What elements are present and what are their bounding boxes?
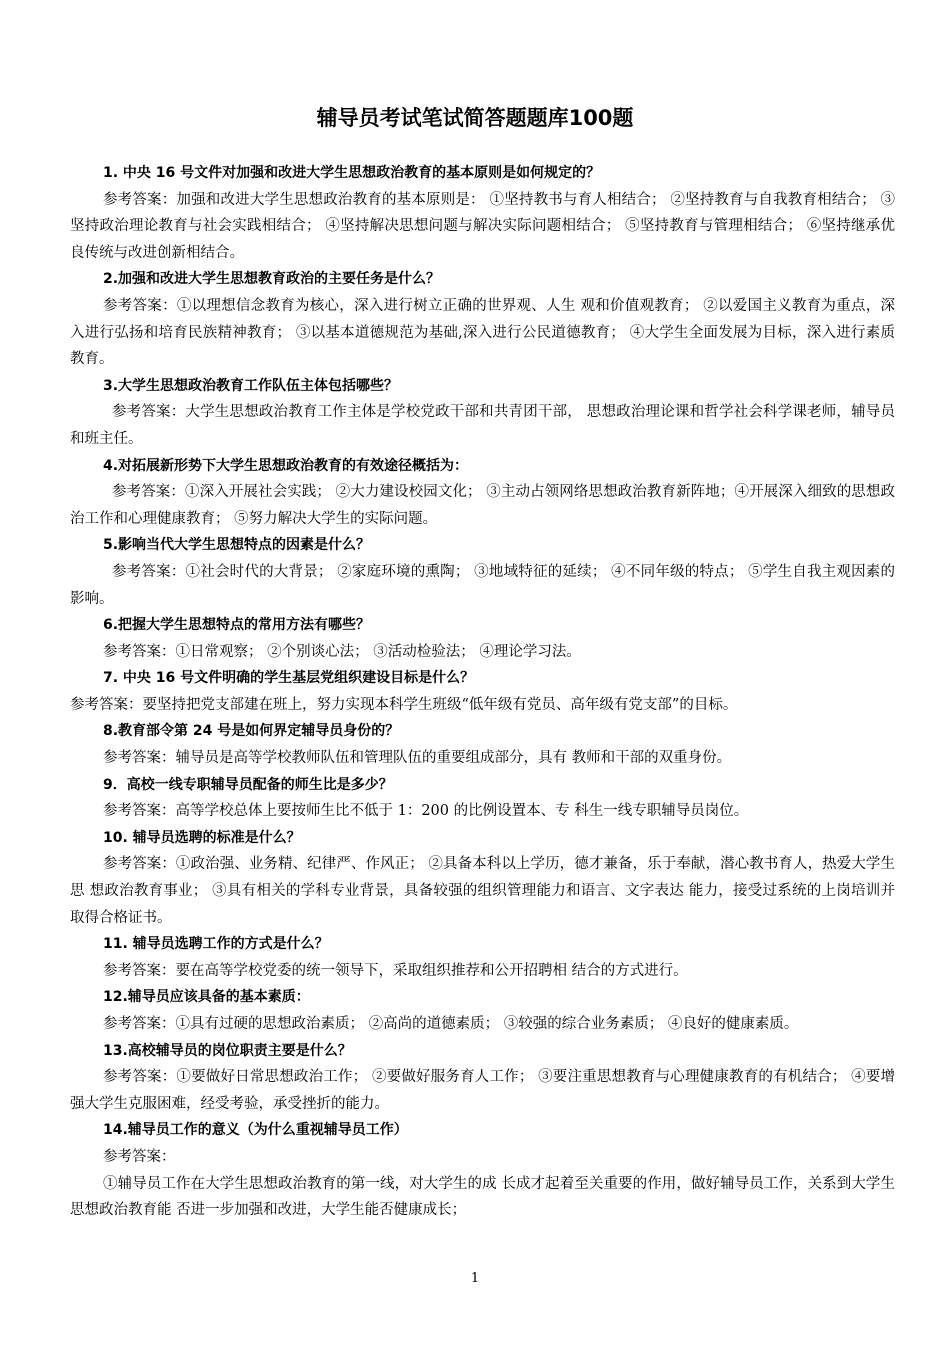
answer: 参考答案：①深入开展社会实践； ②大力建设校园文化； ③主动占领网络思想政治教育新阵地；④开展深入细致的思想政治工作和心理健康教育； ⑤努力解决大学生的实际问题。 <box>70 484 895 527</box>
question: 3.大学生思想政治教育工作队伍主体包括哪些？ <box>103 377 399 394</box>
document-title: 辅导员考试笔试简答题题库100题 <box>316 106 634 130</box>
qa-item <box>70 665 895 718</box>
qa-item <box>70 718 895 771</box>
answer: 参考答案：辅导员是高等学校教师队伍和管理队伍的重要组成部分，具有 教师和干部的双重身份。 <box>103 750 732 767</box>
question: 13.高校辅导员的岗位职责主要是什么？ <box>103 1042 352 1059</box>
question: 14.辅导员工作的意义（为什么重视辅导员工作） <box>103 1122 408 1139</box>
answer: 参考答案：①以理想信念教育为核心，深入进行树立正确的世界观、人生 观和价值观教育； ②以爱国主义教育为重点，深入进行弘扬和培育民族精神教育； ③以基本道德规范为基础,深入进行公民道德教育； ④大学生全面发展为目标，深入进行素质教育。 <box>70 297 895 368</box>
answer: 参考答案：①要做好日常思想政治工作； ②要做好服务育人工作； ③要注重思想教育与心理健康教育的有机结合； ④要增强大学生克服困难，经受考验，承受挫折的能力。 <box>70 1069 895 1112</box>
question: 4.对拓展新形势下大学生思想政治教育的有效途径概括为： <box>103 457 469 474</box>
qa-item <box>70 532 895 612</box>
qa-item <box>70 825 895 931</box>
qa-item <box>70 984 895 1037</box>
question: 9．高校一线专职辅导员配备的师生比是多少？ <box>103 776 393 793</box>
answer: 参考答案：大学生思想政治教育工作主体是学校党政干部和共青团干部， 思想政治理论课和哲学社会科学课老师，辅导员和班主任。 <box>70 404 895 447</box>
answer: 参考答案：①社会时代的大背景； ②家庭环境的熏陶； ③地域特征的延续； ④不同年级的特点； ⑤学生自我主观因素的影响。 <box>70 563 895 607</box>
question: 11. 辅导员选聘工作的方式是什么？ <box>103 936 329 953</box>
answer: 参考答案：加强和改进大学生思想政治教育的基本原则是： ①坚持教书与育人相结合； ②坚持教育与自我教育相结合； ③坚持政治理论教育与社会实践相结合； ④坚持解决思想问题与解决实际问题相结合； ⑤坚持教育与管理相结合； ⑥坚持继承优良传统与改进创新相结合。 <box>70 191 895 261</box>
question: 6.把握大学生思想特点的常用方法有哪些？ <box>103 617 371 634</box>
answer: 参考答案：要在高等学校党委的统一领导下，采取组织推荐和公开招聘相 结合的方式进行。 <box>103 962 688 979</box>
answer: 参考答案：高等学校总体上要按师生比不低于 1：200 的比例设置本、专 科生一线专职辅导员岗位。 <box>103 803 749 820</box>
qa-item <box>70 266 895 372</box>
qa-item <box>70 772 895 825</box>
page-number: 1 <box>470 1271 480 1286</box>
qa-item <box>70 1038 895 1118</box>
question: 5.影响当代大学生思想特点的因素是什么？ <box>103 537 371 554</box>
answer: 参考答案：要坚持把党支部建在班上，努力实现本科学生班级“低年级有党员、高年级有党支部”的目标。 <box>70 696 738 713</box>
question: 8.教育部令第 24 号是如何界定辅导员身份的？ <box>103 723 400 740</box>
qa-item <box>70 453 895 533</box>
qa-list <box>70 160 895 1224</box>
qa-item <box>70 1117 895 1223</box>
question: 7. 中央 16 号文件明确的学生基层党组织建设目标是什么？ <box>103 670 475 687</box>
question: 12.辅导员应该具备的基本素质： <box>103 989 310 1006</box>
answer: 参考答案：①具有过硬的思想政治素质； ②高尚的道德素质； ③较强的综合业务素质； ④良好的健康素质。 <box>103 1016 799 1032</box>
qa-item <box>70 160 895 266</box>
answer: 参考答案：①政治强、业务精、纪律严、作风正； ②具备本科以上学历，德才兼备，乐于奉献，潜心教书育人，热爱大学生思 想政治教育事业； ③具有相关的学科专业背景，具备较强的组织管理能力和语言、文字表达 能力，接受过系统的上岗培训并取得合格证书。 <box>70 856 895 926</box>
answer-label: 参考答案： <box>103 1148 176 1165</box>
answer: ①辅导员工作在大学生思想政治教育的第一线，对大学生的成 长成才起着至关重要的作用，做好辅导员工作，关系到大学生思想政治教育能 否进一步加强和改进，大学生能否健康成长； <box>70 1175 895 1219</box>
qa-item <box>70 612 895 665</box>
qa-item <box>70 373 895 453</box>
qa-item <box>70 931 895 984</box>
question: 2.加强和改进大学生思想教育政治的主要任务是什么？ <box>103 271 441 288</box>
question: 1. 中央 16 号文件对加强和改进大学生思想政治教育的基本原则是如何规定的？ <box>103 165 601 181</box>
question: 10. 辅导员选聘的标准是什么？ <box>103 829 301 846</box>
answer: 参考答案：①日常观察； ②个别谈心法； ③活动检验法； ④理论学习法。 <box>103 643 581 660</box>
